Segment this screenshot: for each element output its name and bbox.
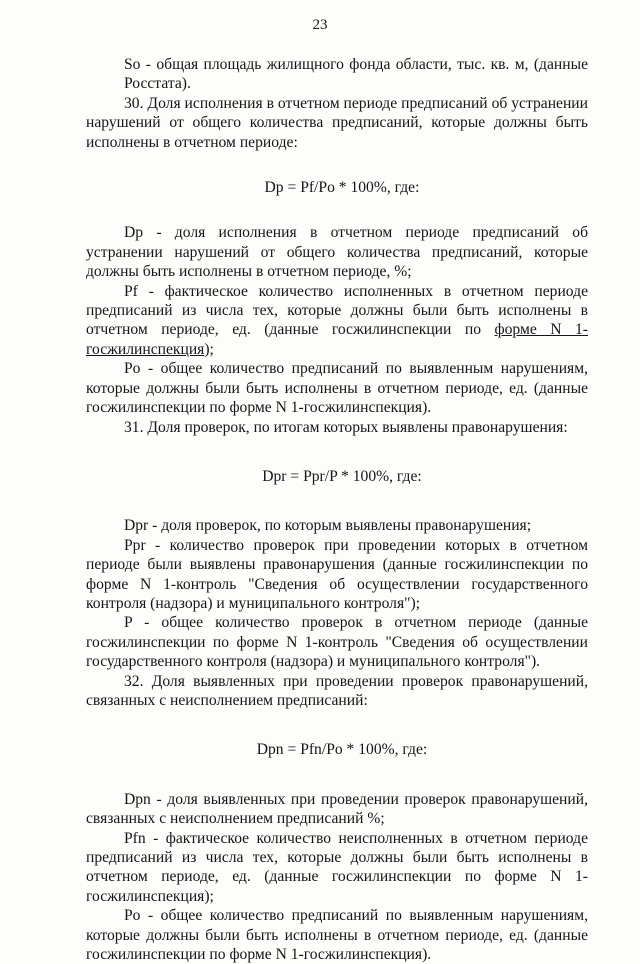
paragraph-dpr-definition: Dpr - доля проверок, по которым выявлены правонарушения;: [124, 517, 532, 535]
pf-text: Pf - фактическое количество исполненных в отчетном периоде предписаний из числа тех, которые должны были быть исполнены в отчетном периоде, ед. (данные госжилинспекции по: [86, 282, 588, 339]
formula-dpr: Dpr = Ppr/P * 100%, где:: [262, 467, 422, 485]
item-32-heading: 32. Доля выявленных при проведении проверок правонарушений, связанных с неисполнением предписаний:: [86, 672, 588, 709]
paragraph-po-definition: Po - общее количество предписаний по выявленным нарушениям, которые должны были быть исполнены в отчетном периоде, ед. (данные госжилинспекции по форме N 1-госжилинспекция).: [86, 360, 588, 417]
paragraph-pf-definition: [86, 282, 588, 360]
document-body: [86, 55, 588, 964]
formula-dpn: Dpn = Pfn/Po * 100%, где:: [256, 741, 428, 759]
item-31-heading: 31. Доля проверок, по итогам которых выявлены правонарушения:: [124, 418, 568, 436]
item-30-heading: 30. Доля исполнения в отчетном периоде предписаний об устранении нарушений от общего количества предписаний, которые должны быть исполнены в отчетном периоде:: [86, 94, 588, 151]
page-number: 23: [312, 17, 328, 33]
pf-end: );: [204, 340, 214, 358]
paragraph-p-definition: P - общее количество проверок в отчетном периоде (данные госжилинспекции по форме N 1-контроль "Сведения об осуществлении государственного контроля (надзора) и муниципального контроля").: [86, 614, 588, 671]
paragraph-ppr-definition: Ppr - количество проверок при проведении которых в отчетном периоде были выявлены правонарушения (данные госжилинспекции по форме N 1-контроль "Сведения об осуществлении государственного контроля (надзора) и муниципального контроля");: [86, 536, 588, 612]
form-1-gosjilinspekciya-link[interactable]: форме N 1-госжилинспекция: [86, 321, 588, 358]
paragraph-po-definition-2: Po - общее количество предписаний по выявленным нарушениям, которые должны были быть исполнены в отчетном периоде, ед. (данные госжилинспекции по форме N 1-госжилинспекция).: [86, 907, 588, 964]
paragraph-dpn-definition: Dpn - доля выявленных при проведении проверок правонарушений, связанных с неисполнением предписаний %;: [86, 790, 588, 828]
paragraph-dp-definition: Dp - доля исполнения в отчетном периоде предписаний об устранении нарушений от общего количества предписаний, которые должны быть исполнены в отчетном периоде, %;: [86, 224, 588, 281]
paragraph-pfn-definition: Pfn - фактическое количество неисполненных в отчетном периоде предписаний из числа тех, которые должны были быть исполнены в отчетном периоде, ед. (данные госжилинспекции по форме N 1-госжилинспекция);: [86, 829, 588, 905]
formula-dp: Dp = Pf/Po * 100%, где:: [264, 179, 420, 197]
paragraph-so-definition: So - общая площадь жилищного фонда области, тыс. кв. м, (данные Росстата).: [124, 56, 588, 93]
